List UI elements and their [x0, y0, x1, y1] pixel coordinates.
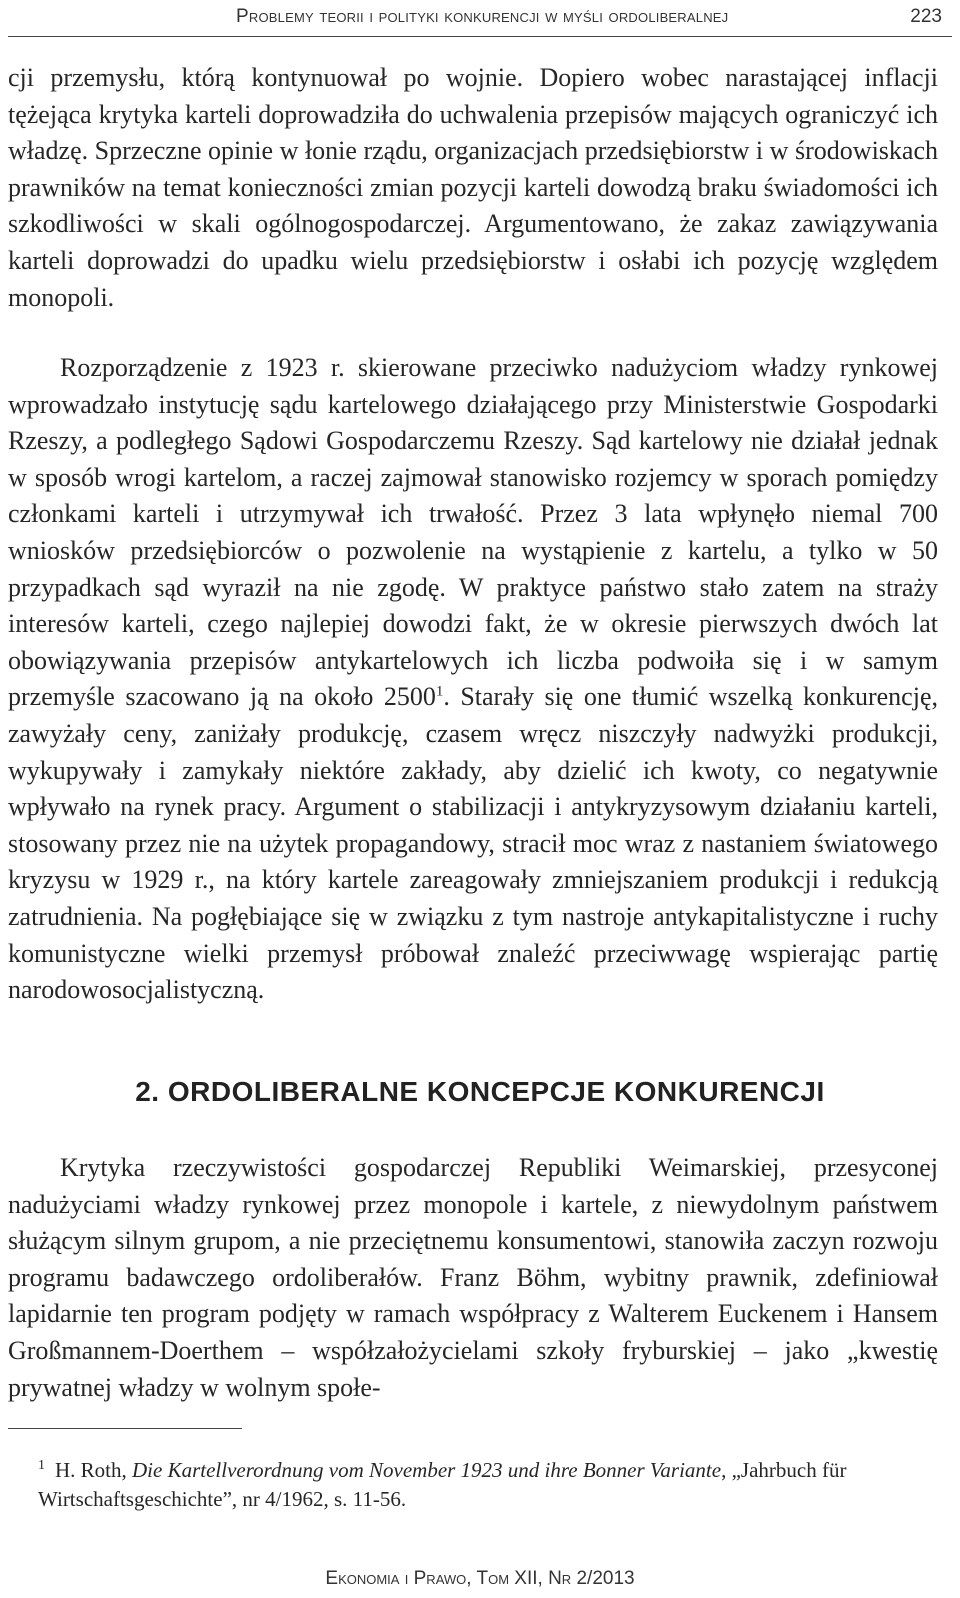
footnote-separator [8, 1428, 242, 1429]
section-heading: 2. ORDOLIBERALNE KONCEPCJE KONKURENCJI [135, 1076, 825, 1107]
paragraph-1 [8, 60, 938, 316]
running-header [0, 0, 960, 36]
paragraph-2-text-b: . Starały się one tłumić wszelką konkurencję, zawyżały ceny, zaniżały produkcję, czasem wręcz niszczyły nadwyżki produkcji, wykupywały i zamykały niektóre zakłady, aby dzielić ich kwoty, co negatywnie wpływało na rynek pracy. Argument o stabilizacji i antykryzysowym działaniu karteli, stosowany przez nie na użytek propagandowy, stracił moc wraz z nastaniem światowego kryzysu w 1929 r., na który kartele zareagowały zmniejszaniem produkcji i redukcją zatrudnienia. Na pogłębiające się w związku z tym nastroje antykapitalistyczne i ruchy komunistyczne wielki przemysł próbował znaleźć przeciwwagę wspierając partię narodowosocjalistyczną. [8, 682, 938, 1005]
header-rule [8, 36, 952, 37]
paragraph-2 [8, 350, 938, 1009]
paragraph-3 [8, 1150, 938, 1406]
footnote-reference[interactable]: 1 [435, 683, 444, 700]
paragraph-2-text-a: Rozporządzenie z 1923 r. skierowane przeciwko nadużyciom władzy rynkowej wprowadzało instytucję sądu kartelowego działającego przy Ministerstwie Gospodarki Rzeszy, a podległego Sądowi Gospodarczemu Rzeszy. Sąd kartelowy nie działał jednak w sposób wrogi kartelom, a raczej zajmował stanowisko rozjemcy w sporach pomiędzy członkami karteli i utrzymywał ich trwałość. Przez 3 lata wpłynęło niemal 700 wniosków przedsiębiorców o pozwolenie na wystąpienie z kartelu, a tylko w 50 przypadkach sąd wyraził na nie zgodę. W praktyce państwo stało zatem na straży interesów karteli, czego najlepiej dowodzi fakt, że w okresie pierwszych dwóch lat obowiązywania przepisów antykartelowych ich liczba podwoiła się i w samym przemyśle szacowano ją na około 2500 [8, 353, 938, 712]
footnote-mark: 1 [38, 1458, 45, 1473]
running-title: Problemy teorii i polityki konkurencji w myśli ordoliberalnej [236, 6, 729, 27]
page-number: 223 [910, 6, 942, 27]
paragraph-3-text: Krytyka rzeczywistości gospodarczej Republiki Weimarskiej, przesyconej nadużyciami władzy rynkowej przez monopole i kartele, z niewydolnym państwem służącym silnym grupom, a nie przeciętnemu konsumentowi, stanowiła zaczyn rozwoju programu badawczego ordoliberałów. Franz Böhm, wybitny prawnik, zdefiniował lapidarnie ten program podjęty w ramach współpracy z Walterem Euckenem i Hansem Großmannem-Doerthem – współzałożycielami szkoły fryburskiej – jako „kwestię prywatnej władzy w wolnym społe- [8, 1153, 938, 1402]
paragraph-1-text: cji przemysłu, którą kontynuował po wojnie. Dopiero wobec narastającej inflacji tężejąca krytyka karteli doprowadziła do uchwalenia przepisów mających ograniczyć ich władzę. Sprzeczne opinie w łonie rządu, organizacjach przedsiębiorstw i w środowiskach prawników na temat konieczności zmian pozycji karteli dowodzą braku świadomości ich szkodliwości w skali ogólnogospodarczej. Argumentowano, że zakaz zawiązywania karteli doprowadzi do upadku wielu przedsiębiorstw i osłabi ich pozycję względem monopoli. [8, 63, 938, 312]
footnote-title: Die Kartellverordnung vom November 1923 und ihre Bonner Variante [132, 1458, 722, 1482]
footnote-author: H. Roth, [55, 1458, 133, 1482]
running-footer: Ekonomia i Prawo, Tom XII, Nr 2/2013 [325, 1568, 635, 1589]
footnote [8, 1456, 938, 1514]
footnote-rest: , „Jahrbuch für Wirtschaftsgeschichte”, nr 4/1962, s. 11-56. [38, 1458, 847, 1511]
